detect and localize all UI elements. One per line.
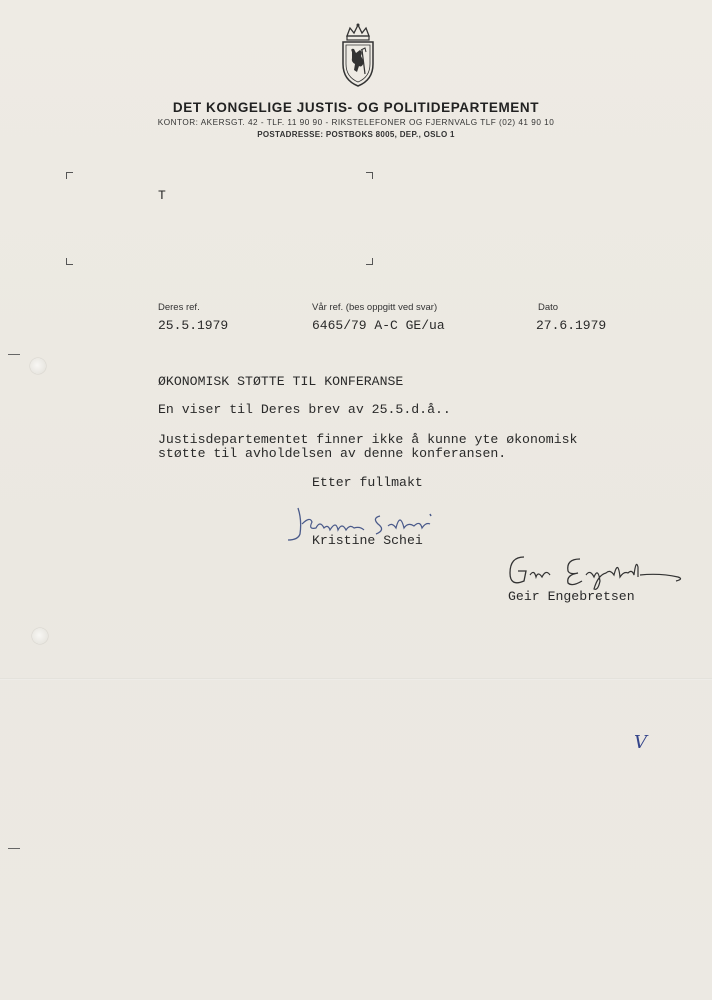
- deres-ref-value: 25.5.1979: [158, 318, 229, 333]
- letter-subject: ØKONOMISK STØTTE TIL KONFERANSE: [158, 374, 404, 389]
- department-title: DET KONGELIGE JUSTIS- OG POLITIDEPARTEMENT: [172, 100, 540, 115]
- dato-value: 27.6.1979: [536, 318, 607, 333]
- address-corner-top-right: [366, 172, 373, 179]
- signature-geir-engebretsen: [500, 545, 690, 595]
- address-corner-bottom-right: [366, 258, 373, 265]
- postal-address-line: POSTADRESSE: POSTBOKS 8005, DEP., OSLO 1: [257, 130, 455, 139]
- office-contact-line: KONTOR: AKERSGT. 42 - TLF. 11 90 90 - RIKSTELEFONER OG FJERNVALG TLF (02) 41 90 10: [157, 118, 555, 127]
- body-line-1: En viser til Deres brev av 25.5.d.å..: [158, 402, 451, 417]
- handwritten-v-mark: [632, 730, 652, 752]
- svg-text:V: V: [634, 732, 647, 752]
- address-corner-bottom-left: [66, 258, 73, 265]
- deres-ref-label: Deres ref.: [158, 302, 200, 313]
- var-ref-value: 6465/79 A-C GE/ua: [312, 318, 445, 333]
- signer-2-name: Geir Engebretsen: [508, 589, 635, 604]
- coat-of-arms-icon: [337, 22, 379, 88]
- margin-tick-upper: [8, 354, 20, 355]
- punch-hole-upper: [30, 358, 46, 374]
- margin-tick-lower: [8, 848, 20, 849]
- address-corner-top-left: [66, 172, 73, 179]
- punch-hole-lower: [32, 628, 48, 644]
- var-ref-label: Vår ref. (bes oppgitt ved svar): [312, 302, 438, 313]
- signer-1-name: Kristine Schei: [312, 533, 423, 548]
- recipient-address: T: [158, 188, 166, 203]
- dato-label: Dato: [538, 302, 559, 313]
- closing-phrase: Etter fullmakt: [312, 475, 423, 490]
- body-line-3: støtte til avholdelsen av denne konferansen.: [158, 446, 507, 461]
- page-fold: [0, 678, 712, 680]
- body-line-2: Justisdepartementet finner ikke å kunne yte økonomisk: [158, 432, 578, 447]
